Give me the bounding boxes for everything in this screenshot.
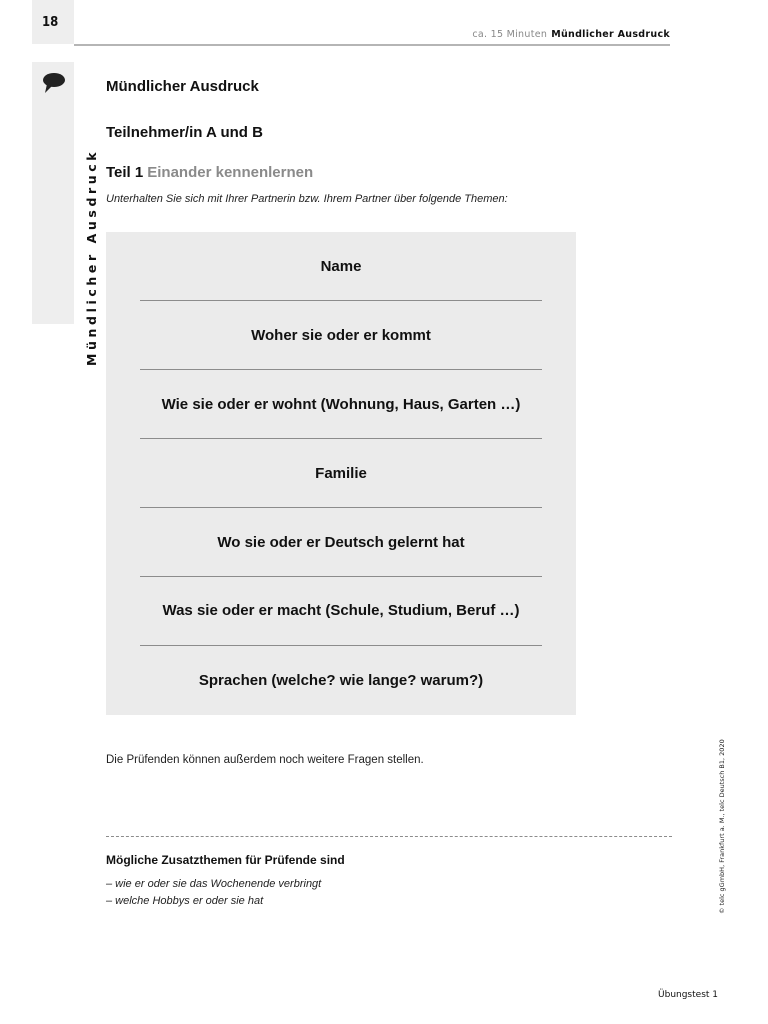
part-label: Teil 1 [106,164,144,181]
dashed-divider [106,836,672,837]
part-heading [106,164,313,181]
speech-bubble-icon [40,70,66,96]
topic-divider [140,645,542,646]
page-number: 18 [42,15,59,30]
footer-label: Übungstest 1 [658,990,718,1000]
topic-divider [140,438,542,439]
topic-divider [140,507,542,508]
side-tab-label: Mündlicher Ausdruck [84,148,99,366]
topic-item: Name [320,258,362,275]
topic-item: Woher sie oder er kommt [251,327,431,344]
page-number-box [32,0,74,44]
extra-topic-item: – wie er oder sie das Wochenende verbringt [106,878,322,890]
extra-topic-item: – welche Hobbys er oder sie hat [106,895,264,907]
topic-item: Wie sie oder er wohnt (Wohnung, Haus, Garten …) [161,396,521,413]
instruction-text: Unterhalten Sie sich mit Ihrer Partnerin bzw. Ihrem Partner über folgende Themen: [106,193,508,205]
part-title: Einander kennenlernen [147,164,314,181]
copyright-notice: © telc gGmbH, Frankfurt a. M., telc Deutsch B1, 2020 [718,739,726,914]
examiner-note: Die Prüfenden können außerdem noch weitere Fragen stellen. [106,754,424,766]
topic-item: Was sie oder er macht (Schule, Studium, Beruf …) [162,602,520,619]
topic-item: Sprachen (welche? wie lange? warum?) [198,672,484,689]
header-meta [472,29,670,40]
topic-item: Familie [315,465,367,482]
header-duration: ca. 15 Minuten [472,29,548,40]
topic-item: Wo sie oder er Deutsch gelernt hat [217,534,465,551]
topic-divider [140,576,542,577]
topic-box [106,232,576,715]
topic-divider [140,300,542,301]
header-section: Mündlicher Ausdruck [551,29,670,40]
header-rule [74,44,670,46]
extra-topics-heading: Mögliche Zusatzthemen für Prüfende sind [106,853,345,867]
page-title: Mündlicher Ausdruck [106,78,259,95]
participants-heading: Teilnehmer/in A und B [106,124,263,141]
side-tab [32,62,99,366]
topic-divider [140,369,542,370]
